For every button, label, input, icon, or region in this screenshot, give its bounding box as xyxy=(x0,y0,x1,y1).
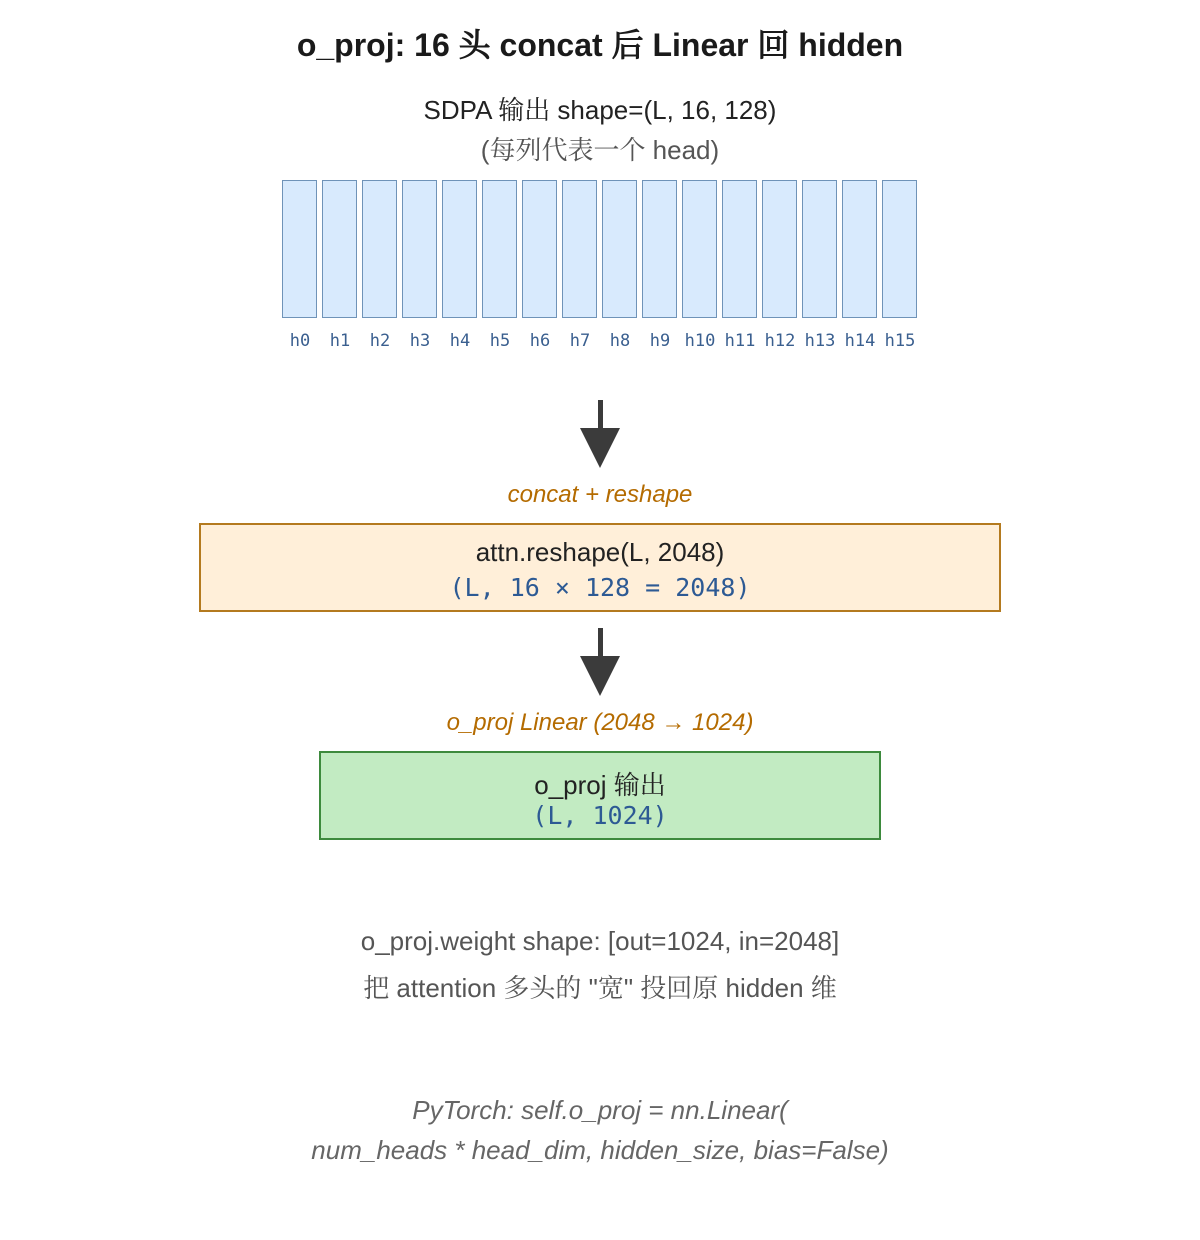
head-label: h11 xyxy=(724,331,756,351)
head-column xyxy=(322,180,357,318)
head-column xyxy=(602,180,637,318)
head-label: h5 xyxy=(489,331,511,351)
head-label: h3 xyxy=(409,331,431,351)
o-proj-output-box xyxy=(319,751,881,840)
pytorch-code-line2: num_heads * head_dim, hidden_size, bias=False) xyxy=(311,1135,889,1165)
reshape-box-sub: (L, 16 × 128 = 2048) xyxy=(449,573,751,602)
reshape-box xyxy=(199,523,1001,612)
concat-reshape-label: concat + reshape xyxy=(507,481,693,508)
head-label: h6 xyxy=(529,331,551,351)
reshape-box-main: attn.reshape(L, 2048) xyxy=(475,537,725,567)
head-column xyxy=(882,180,917,318)
pytorch-code-line1: PyTorch: self.o_proj = nn.Linear( xyxy=(412,1095,788,1125)
head-label: h13 xyxy=(804,331,836,351)
head-column xyxy=(482,180,517,318)
diagram-title: o_proj: 16 头 concat 后 Linear 回 hidden xyxy=(296,27,904,63)
head-label: h15 xyxy=(884,331,916,351)
head-column xyxy=(522,180,557,318)
output-box-main: o_proj 输出 xyxy=(534,770,666,800)
head-label: h12 xyxy=(764,331,796,351)
head-column xyxy=(802,180,837,318)
head-column xyxy=(362,180,397,318)
head-column xyxy=(842,180,877,318)
head-label: h14 xyxy=(844,331,876,351)
down-arrow-1-icon xyxy=(580,428,620,468)
head-label: h0 xyxy=(289,331,311,351)
head-label: h9 xyxy=(649,331,671,351)
head-column xyxy=(682,180,717,318)
o-proj-linear-label: o_proj Linear (2048 → 1024) xyxy=(446,709,754,736)
heads-strip xyxy=(282,180,922,360)
output-box-sub: (L, 1024) xyxy=(532,801,668,830)
down-arrow-1-shaft xyxy=(598,400,603,430)
head-column xyxy=(762,180,797,318)
head-label: h1 xyxy=(329,331,351,351)
head-column xyxy=(442,180,477,318)
down-arrow-2-icon xyxy=(580,656,620,696)
head-label: h7 xyxy=(569,331,591,351)
head-column xyxy=(722,180,757,318)
sdpa-output-shape-label: SDPA 输出 shape=(L, 16, 128) xyxy=(423,95,777,125)
head-column xyxy=(642,180,677,318)
head-label: h10 xyxy=(684,331,716,351)
down-arrow-2-shaft xyxy=(598,628,603,658)
head-label: h2 xyxy=(369,331,391,351)
weight-shape-note: o_proj.weight shape: [out=1024, in=2048] xyxy=(360,926,840,956)
head-column xyxy=(402,180,437,318)
head-column xyxy=(562,180,597,318)
head-label: h4 xyxy=(449,331,471,351)
sdpa-column-hint: (每列代表一个 head) xyxy=(480,135,720,165)
head-label: h8 xyxy=(609,331,631,351)
head-column xyxy=(282,180,317,318)
projection-explanation: 把 attention 多头的 "宽" 投回原 hidden 维 xyxy=(363,973,837,1003)
